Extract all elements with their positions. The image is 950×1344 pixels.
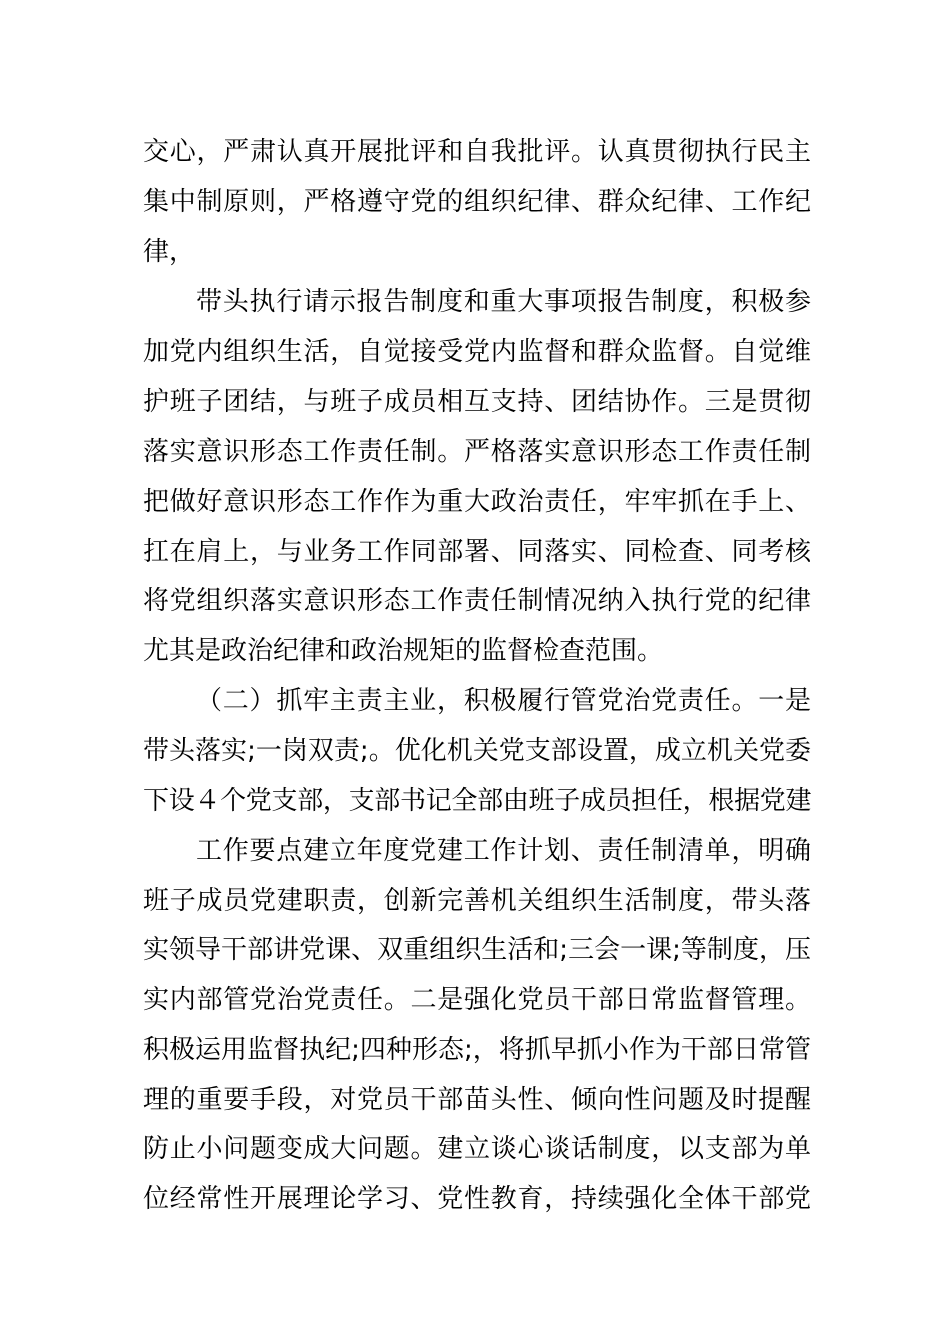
text-line: 带头落实;一岗双责;。优化机关党支部设置，成立机关党委 — [143, 736, 811, 766]
text-line: 加党内组织生活，自觉接受党内监督和群众监督。自觉维 — [143, 337, 811, 367]
text-line: 护班子团结，与班子成员相互支持、团结协作。三是贯彻 — [143, 387, 811, 417]
text-line: 尤其是政治纪律和政治规矩的监督检查范围。 — [143, 636, 664, 666]
text-line: 防止小问题变成大问题。建立谈心谈话制度，以支部为单 — [143, 1134, 811, 1164]
text-line: 律， — [143, 237, 196, 267]
text-line: 将党组织落实意识形态工作责任制情况纳入执行党的纪律 — [143, 586, 811, 616]
text-line: 带头执行请示报告制度和重大事项报告制度，积极参 — [196, 287, 811, 317]
text-line: 集中制原则，严格遵守党的组织纪律、群众纪律、工作纪 — [143, 187, 811, 217]
text-line: 积极运用监督执纪;四种形态;，将抓早抓小作为干部日常管 — [143, 1035, 811, 1065]
text-line: 理的重要手段，对党员干部苗头性、倾向性问题及时提醒 — [143, 1085, 811, 1115]
text-line: 班子成员党建职责，创新完善机关组织生活制度，带头落 — [143, 886, 811, 916]
text-line: 把做好意识形态工作作为重大政治责任，牢牢抓在手上、 — [143, 487, 811, 517]
text-line: 位经常性开展理论学习、党性教育，持续强化全体干部党 — [143, 1184, 811, 1214]
text-line: 工作要点建立年度党建工作计划、责任制清单，明确 — [196, 836, 811, 866]
text-line: 扛在肩上，与业务工作同部署、同落实、同检查、同考核 — [143, 537, 811, 567]
text-line: 交心，严肃认真开展批评和自我批评。认真贯彻执行民主 — [143, 137, 811, 167]
text-line: 下设４个党支部，支部书记全部由班子成员担任，根据党建 — [143, 786, 811, 816]
text-line: （二）抓牢主责主业，积极履行管党治党责任。一是 — [196, 686, 811, 716]
text-line: 实内部管党治党责任。二是强化党员干部日常监督管理。 — [143, 985, 811, 1015]
text-line: 落实意识形态工作责任制。严格落实意识形态工作责任制 — [143, 437, 811, 467]
text-line: 实领导干部讲党课、双重组织生活和;三会一课;等制度，压 — [143, 935, 811, 965]
